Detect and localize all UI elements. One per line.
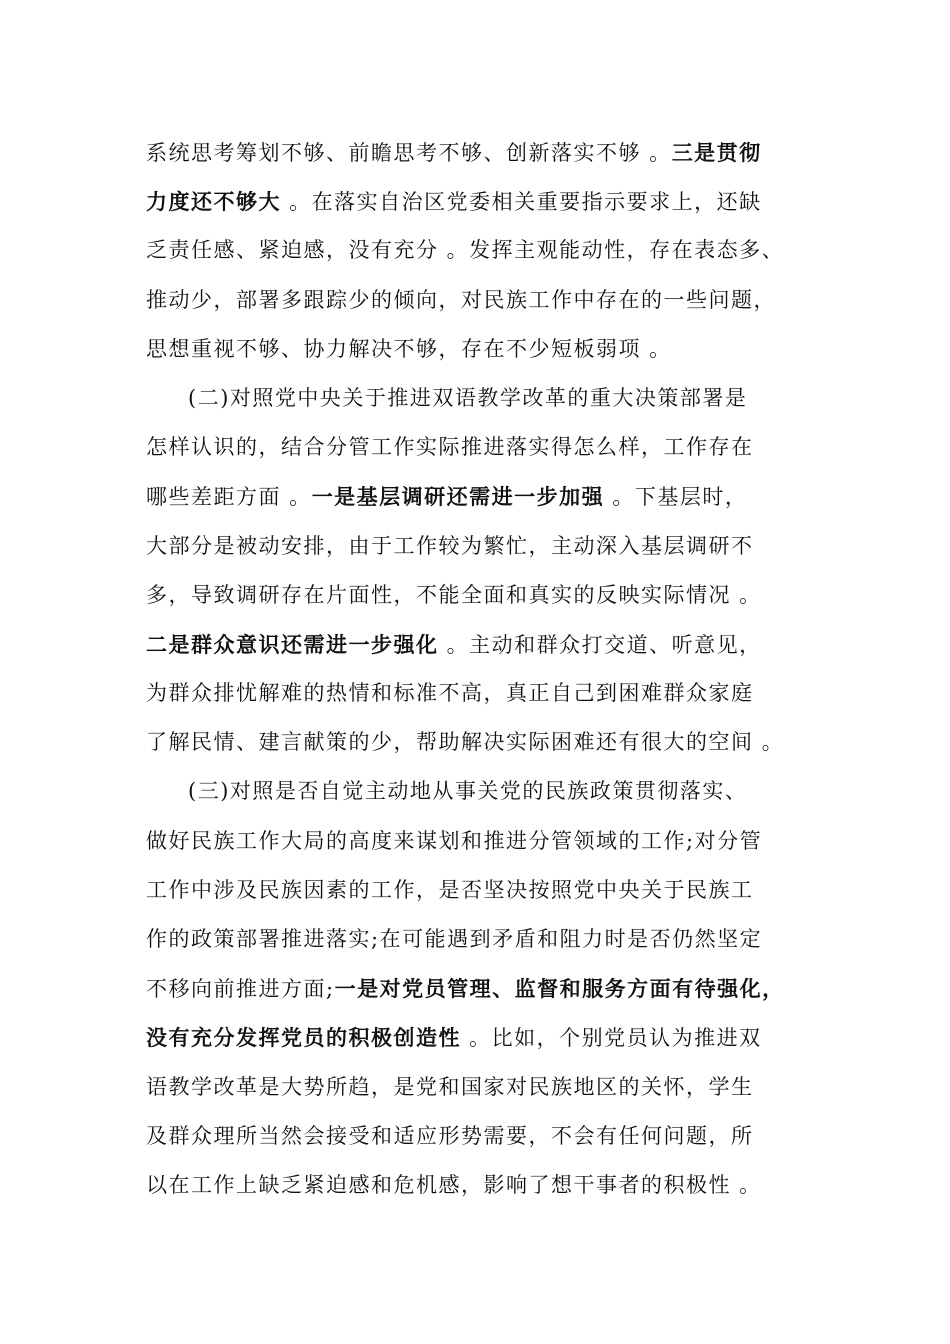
text-line — [146, 472, 826, 521]
document-body — [146, 128, 826, 1210]
text-line — [146, 226, 826, 275]
bold-text: 三是贯彻 — [671, 140, 762, 165]
text-line — [146, 620, 826, 669]
body-text: (二)对照党中央关于推进双语教学改革的重大决策部署是 — [188, 385, 748, 410]
body-text: 不移向前推进方面; — [146, 977, 335, 1002]
text-line — [146, 1112, 826, 1161]
body-text: 系统思考筹划不够、前瞻思考不够、创新落实不够 。 — [146, 141, 672, 165]
body-text: 。比如，个别党员认为推进双 — [461, 1026, 762, 1051]
bold-text: 二是群众意识还需进一步强化 — [146, 631, 439, 657]
body-text: (三)对照是否自觉主动地从事关党的民族政策贯彻落实、 — [188, 779, 748, 804]
body-text: 了解民情、建言献策的少，帮助解决实际困难还有很大的空间 。 — [146, 730, 785, 755]
body-text: 推动少，部署多跟踪少的倾向，对民族工作中存在的一些问题， — [146, 287, 776, 312]
text-line — [146, 866, 826, 915]
body-text: 乏责任感、紧迫感，没有充分 。发挥主观能动性，存在表态多、 — [146, 238, 785, 263]
text-line — [146, 817, 826, 866]
text-line — [146, 915, 826, 964]
body-text: 多，导致调研存在片面性，不能全面和真实的反映实际情况 。 — [146, 582, 762, 607]
text-line — [146, 718, 826, 767]
body-text: 。下基层时， — [604, 485, 748, 510]
text-line — [146, 522, 826, 571]
body-text: 做好民族工作大局的高度来谋划和推进分管领域的工作;对分管 — [146, 828, 763, 853]
body-text: 工作中涉及民族因素的工作，是否坚决按照党中央关于民族工 — [146, 877, 754, 902]
text-line — [146, 571, 826, 620]
text-line — [146, 374, 826, 423]
text-line — [146, 128, 826, 177]
bold-text: 没有充分发挥党员的积极创造性 — [146, 1025, 461, 1051]
body-text: 作的政策部署推进落实;在可能遇到矛盾和阻力时是否仍然坚定 — [146, 927, 763, 951]
body-text: 。主动和群众打交道、听意见， — [438, 632, 762, 657]
text-line — [146, 177, 826, 226]
body-text: 以在工作上缺乏紧迫感和危机感，影响了想干事者的积极性 。 — [146, 1172, 762, 1197]
body-text: 语教学改革是大势所趋，是党和国家对民族地区的关怀，学生 — [146, 1074, 754, 1099]
text-line — [146, 1013, 826, 1062]
bold-text: 一是基层调研还需进一步加强 — [311, 484, 605, 510]
body-text: 为群众排忧解难的热情和标准不高，真正自己到困难群众家庭 — [146, 681, 754, 706]
text-line — [146, 669, 826, 718]
body-text: 思想重视不够、协力解决不够，存在不少短板弱项 。 — [146, 336, 672, 361]
bold-text: 一是对党员管理、监督和服务方面有待强化， — [334, 976, 785, 1002]
body-text: 大部分是被动安排，由于工作较为繁忙，主动深入基层调研不 — [146, 533, 754, 558]
text-line — [146, 276, 826, 325]
text-line — [146, 1063, 826, 1112]
text-line — [146, 325, 826, 374]
text-line — [146, 767, 826, 816]
text-line — [146, 964, 826, 1013]
text-line — [146, 1161, 826, 1210]
body-text: 怎样认识的，结合分管工作实际推进落实得怎么样，工作存在 — [146, 435, 754, 460]
body-text: 及群众理所当然会接受和适应形势需要，不会有任何问题，所 — [146, 1123, 754, 1148]
text-line — [146, 423, 826, 472]
body-text: 。在落实自治区党委相关重要指示要求上，还缺 — [281, 190, 762, 215]
body-text: 哪些差距方面 。 — [146, 485, 312, 510]
bold-text: 力度还不够大 — [146, 189, 281, 215]
